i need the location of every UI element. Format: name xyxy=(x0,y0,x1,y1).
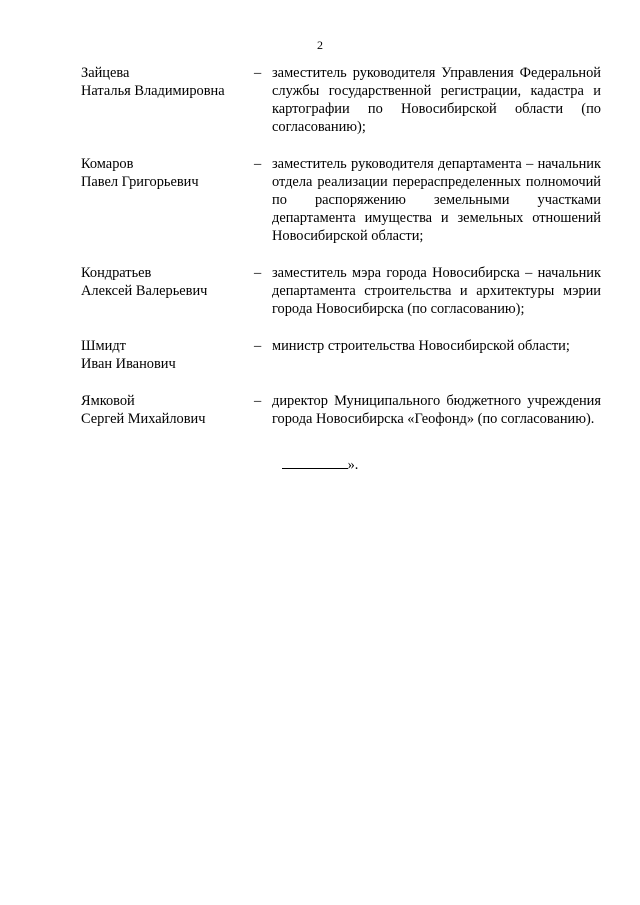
signature-blank-line xyxy=(282,455,348,469)
member-role: заместитель руководителя департамента – начальник отдела реализации перераспределенных полномочий по распоряжению земельными участками департамента имущества и земельных отношений Новосибирской области; xyxy=(272,156,601,244)
member-surname: Комаров xyxy=(81,156,134,172)
commission-roster xyxy=(81,64,601,447)
closing-quote: ». xyxy=(347,457,359,473)
member-given-name: Павел Григорьевич xyxy=(81,174,199,190)
member-name xyxy=(81,64,253,136)
member-given-name: Иван Иванович xyxy=(81,356,176,372)
member-surname: Шмидт xyxy=(81,338,126,354)
member-surname: Кондратьев xyxy=(81,265,152,281)
member-given-name: Наталья Владимировна xyxy=(81,83,225,99)
roster-entry xyxy=(81,392,601,428)
member-name xyxy=(81,155,253,245)
member-role: заместитель руководителя Управления Федеральной службы государственной регистрации, кадастра и картографии по Новосибирской области (по согласованию); xyxy=(272,65,601,135)
roster-entry xyxy=(81,264,601,318)
member-name xyxy=(81,337,253,373)
member-surname: Зайцева xyxy=(81,65,130,81)
member-name xyxy=(81,392,253,428)
separator-dash: – xyxy=(254,338,262,354)
member-name xyxy=(81,264,253,318)
roster-entry xyxy=(81,64,601,136)
member-surname: Ямковой xyxy=(81,393,135,409)
roster-entry xyxy=(81,337,601,373)
page-number: 2 xyxy=(317,38,323,52)
member-role: директор Муниципального бюджетного учреждения города Новосибирска «Геофонд» (по согласованию). xyxy=(272,393,601,427)
member-role: заместитель мэра города Новосибирска – начальник департамента строительства и архитектуры мэрии города Новосибирска (по согласованию); xyxy=(272,265,601,317)
member-role: министр строительства Новосибирской области; xyxy=(272,338,570,354)
member-given-name: Сергей Михайлович xyxy=(81,411,206,427)
member-given-name: Алексей Валерьевич xyxy=(81,283,208,299)
closing-line xyxy=(0,455,640,474)
separator-dash: – xyxy=(254,65,262,81)
separator-dash: – xyxy=(254,393,262,409)
roster-entry xyxy=(81,155,601,245)
separator-dash: – xyxy=(254,156,262,172)
separator-dash: – xyxy=(254,265,262,281)
